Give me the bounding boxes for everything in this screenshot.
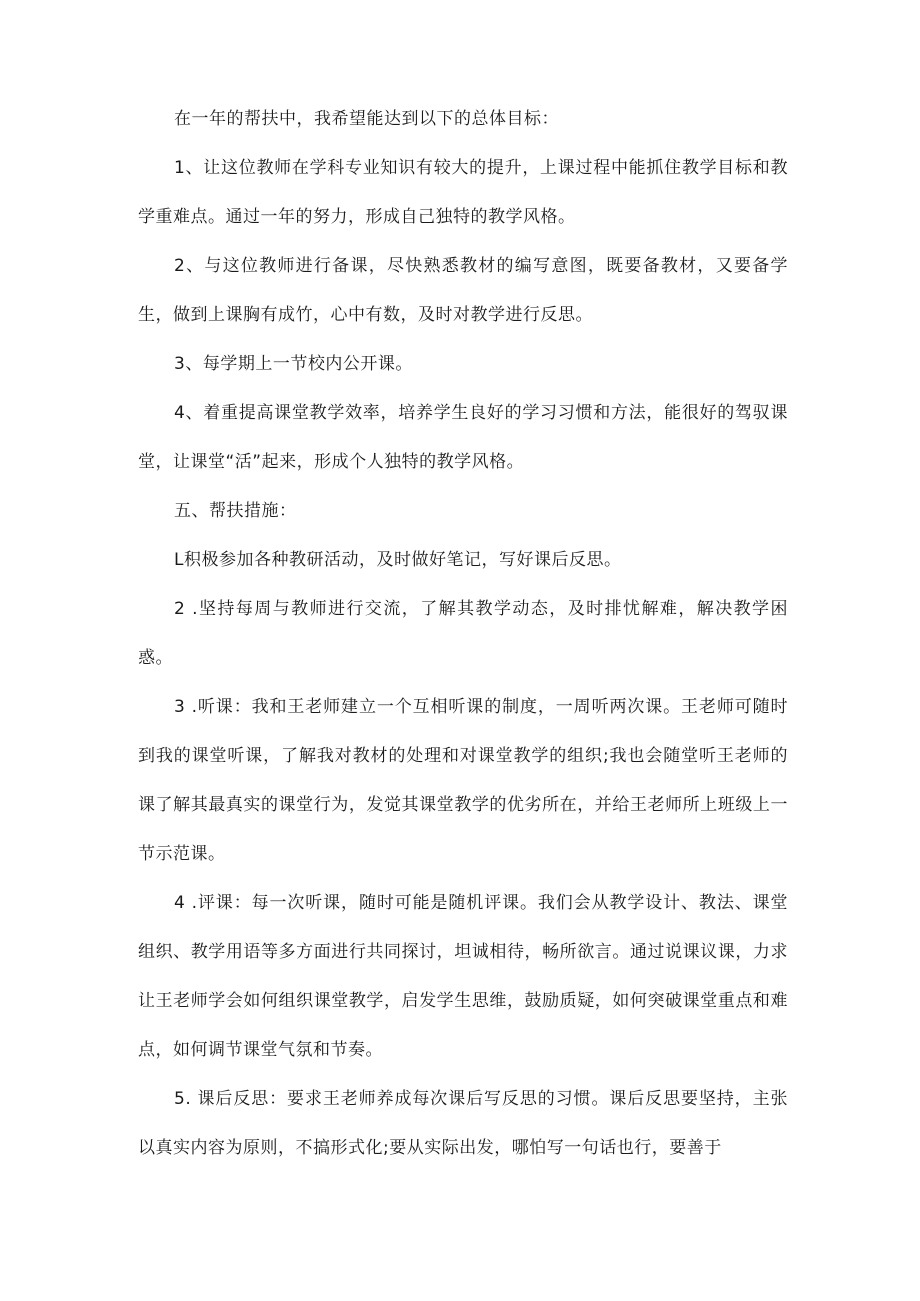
paragraph-goal-4: 4、着重提高课堂教学效率，培养学生良好的学习习惯和方法，能很好的驾驭课堂，让课堂“活”起来，形成个人独特的教学风格。 bbox=[138, 403, 788, 472]
paragraph-goal-2: 2、与这位教师进行备课，尽快熟悉教材的编写意图，既要备教材，又要备学生，做到上课胸有成竹，心中有数，及时对教学进行反思。 bbox=[138, 256, 788, 325]
paragraph-measure-4: 4 .评课：每一次听课，随时可能是随机评课。我们会从教学设计、教法、课堂组织、教学用语等多方面进行共同探讨，坦诚相待，畅所欲言。通过说课议课，力求让王老师学会如何组织课堂教学，启发学生思维，鼓励质疑，如何突破课堂重点和难点，如何调节课堂气氛和节奏。 bbox=[138, 893, 788, 1060]
section-heading-measures: 五、帮扶措施： bbox=[174, 501, 297, 521]
paragraph-measure-2: 2 .坚持每周与教师进行交流，了解其教学动态，及时排忧解难，解决教学困惑。 bbox=[138, 599, 788, 668]
paragraph-measure-5: 5. 课后反思：要求王老师养成每次课后写反思的习惯。课后反思要坚持，主张以真实内容为原则，不搞形式化;要从实际出发，哪怕写一句话也行，要善于 bbox=[138, 1089, 788, 1158]
paragraph-measure-1: L积极参加各种教研活动，及时做好笔记，写好课后反思。 bbox=[174, 550, 622, 570]
paragraph-goal-1: 1、让这位教师在学科专业知识有较大的提升，上课过程中能抓住教学目标和教学重难点。通过一年的努力，形成自己独特的教学风格。 bbox=[138, 158, 788, 227]
document-body bbox=[138, 95, 788, 1173]
paragraph-goal-3: 3、每学期上一节校内公开课。 bbox=[174, 354, 413, 374]
paragraph-measure-3: 3 .听课：我和王老师建立一个互相听课的制度，一周听两次课。王老师可随时到我的课堂听课，了解我对教材的处理和对课堂教学的组织;我也会随堂听王老师的课了解其最真实的课堂行为，发觉其课堂教学的优劣所在，并给王老师所上班级上一节示范课。 bbox=[138, 697, 788, 864]
paragraph-goal-intro: 在一年的帮扶中，我希望能达到以下的总体目标： bbox=[174, 109, 559, 129]
